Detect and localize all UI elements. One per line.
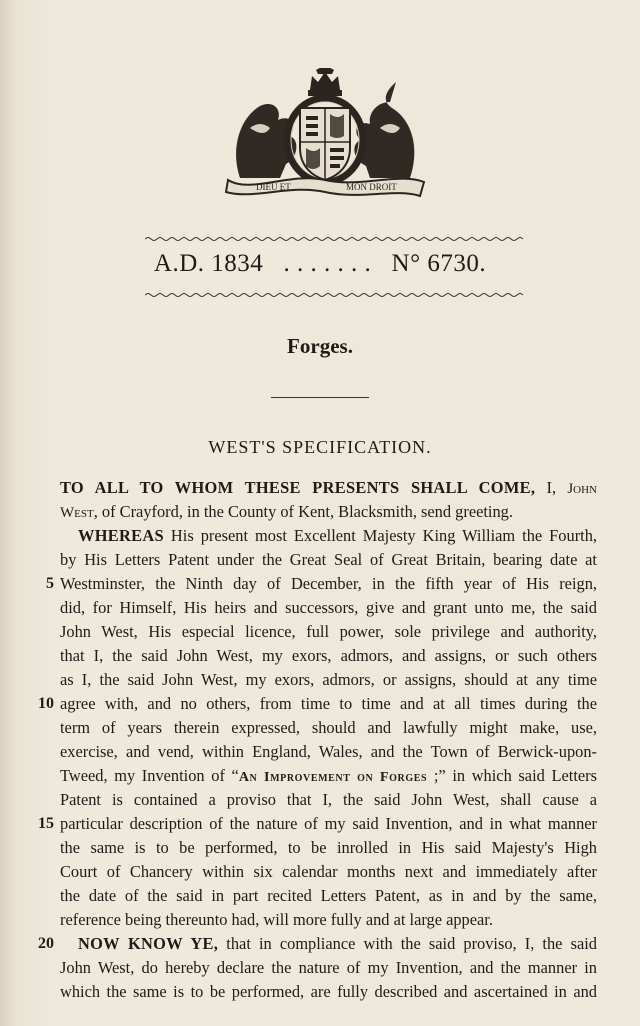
body-line-13: Tweed, my Invention of “An Improvement on Forges ;” in which said Letters <box>60 766 597 785</box>
body-line-2: West, of Crayford, in the County of Kent, Blacksmith, send greeting. <box>60 502 513 521</box>
heading-dots: . . . . . . . <box>283 250 372 277</box>
line-number-10: 10 <box>38 695 54 712</box>
patent-year: A.D. 1834 <box>153 250 264 277</box>
line-number-15: 15 <box>38 815 54 832</box>
patent-heading <box>0 250 640 278</box>
body-line-15: particular description of the nature of my said Invention, and in what manner <box>60 814 597 833</box>
body-line-14: Patent is contained a proviso that I, the said John West, shall cause a <box>60 790 597 809</box>
body-line-21: John West, do hereby declare the nature of my Invention, and the manner in <box>60 958 597 977</box>
divider-rule <box>271 397 369 398</box>
ornamental-rule-bottom <box>145 292 525 298</box>
body-line-8: that I, the said John West, my exors, admors, and assigns, or such others <box>60 646 597 665</box>
body-line-10: agree with, and no others, from time to time and at all times during the <box>60 694 597 713</box>
body-line-16: the same is to be performed, to be inrolled in His said Majesty's High <box>60 838 597 857</box>
body-line-5: Westminster, the Ninth day of December, in the fifth year of His reign, <box>60 574 597 593</box>
body-line-22: which the same is to be performed, are fully described and ascertained in and <box>60 982 597 1001</box>
specification-title: WEST'S SPECIFICATION. <box>208 437 432 457</box>
line-number-5: 5 <box>46 575 54 592</box>
svg-text:DIEU ET: DIEU ET <box>256 182 291 192</box>
body-line-17: Court of Chancery within six calendar months next and immediately after <box>60 862 597 881</box>
ornamental-rule-top <box>145 236 525 242</box>
body-line-1: TO ALL TO WHOM THESE PRESENTS SHALL COME, I, John <box>60 478 597 497</box>
body-line-11: term of years therein expressed, should and lawfully might make, use, <box>60 718 597 737</box>
svg-text:MON DROIT: MON DROIT <box>346 182 397 192</box>
body-line-3: WHEREAS His present most Excellent Majesty King William the Fourth, <box>78 526 597 545</box>
body-line-4: by His Letters Patent under the Great Seal of Great Britain, bearing date at <box>60 550 597 569</box>
body-line-19: reference being thereunto had, will more fully and at large appear. <box>60 910 493 929</box>
body-line-18: the date of the said in part recited Letters Patent, as in and by the same, <box>60 886 597 905</box>
body-line-6: did, for Himself, His heirs and successors, give and grant unto me, the said <box>60 598 597 617</box>
body-line-7: John West, His especial licence, full power, sole privilege and authority, <box>60 622 597 641</box>
subject-heading: Forges. <box>287 334 353 358</box>
body-line-20: NOW KNOW YE, that in compliance with the said proviso, I, the said <box>78 934 597 953</box>
body-line-12: exercise, and vend, within England, Wales, and the Town of Berwick-upon- <box>60 742 597 761</box>
patent-number: N° 6730. <box>391 250 487 277</box>
line-number-20: 20 <box>38 935 54 952</box>
body-line-9: as I, the said John West, my exors, admors, or assigns, should at any time <box>60 670 597 689</box>
royal-coat-of-arms-icon <box>220 68 430 200</box>
